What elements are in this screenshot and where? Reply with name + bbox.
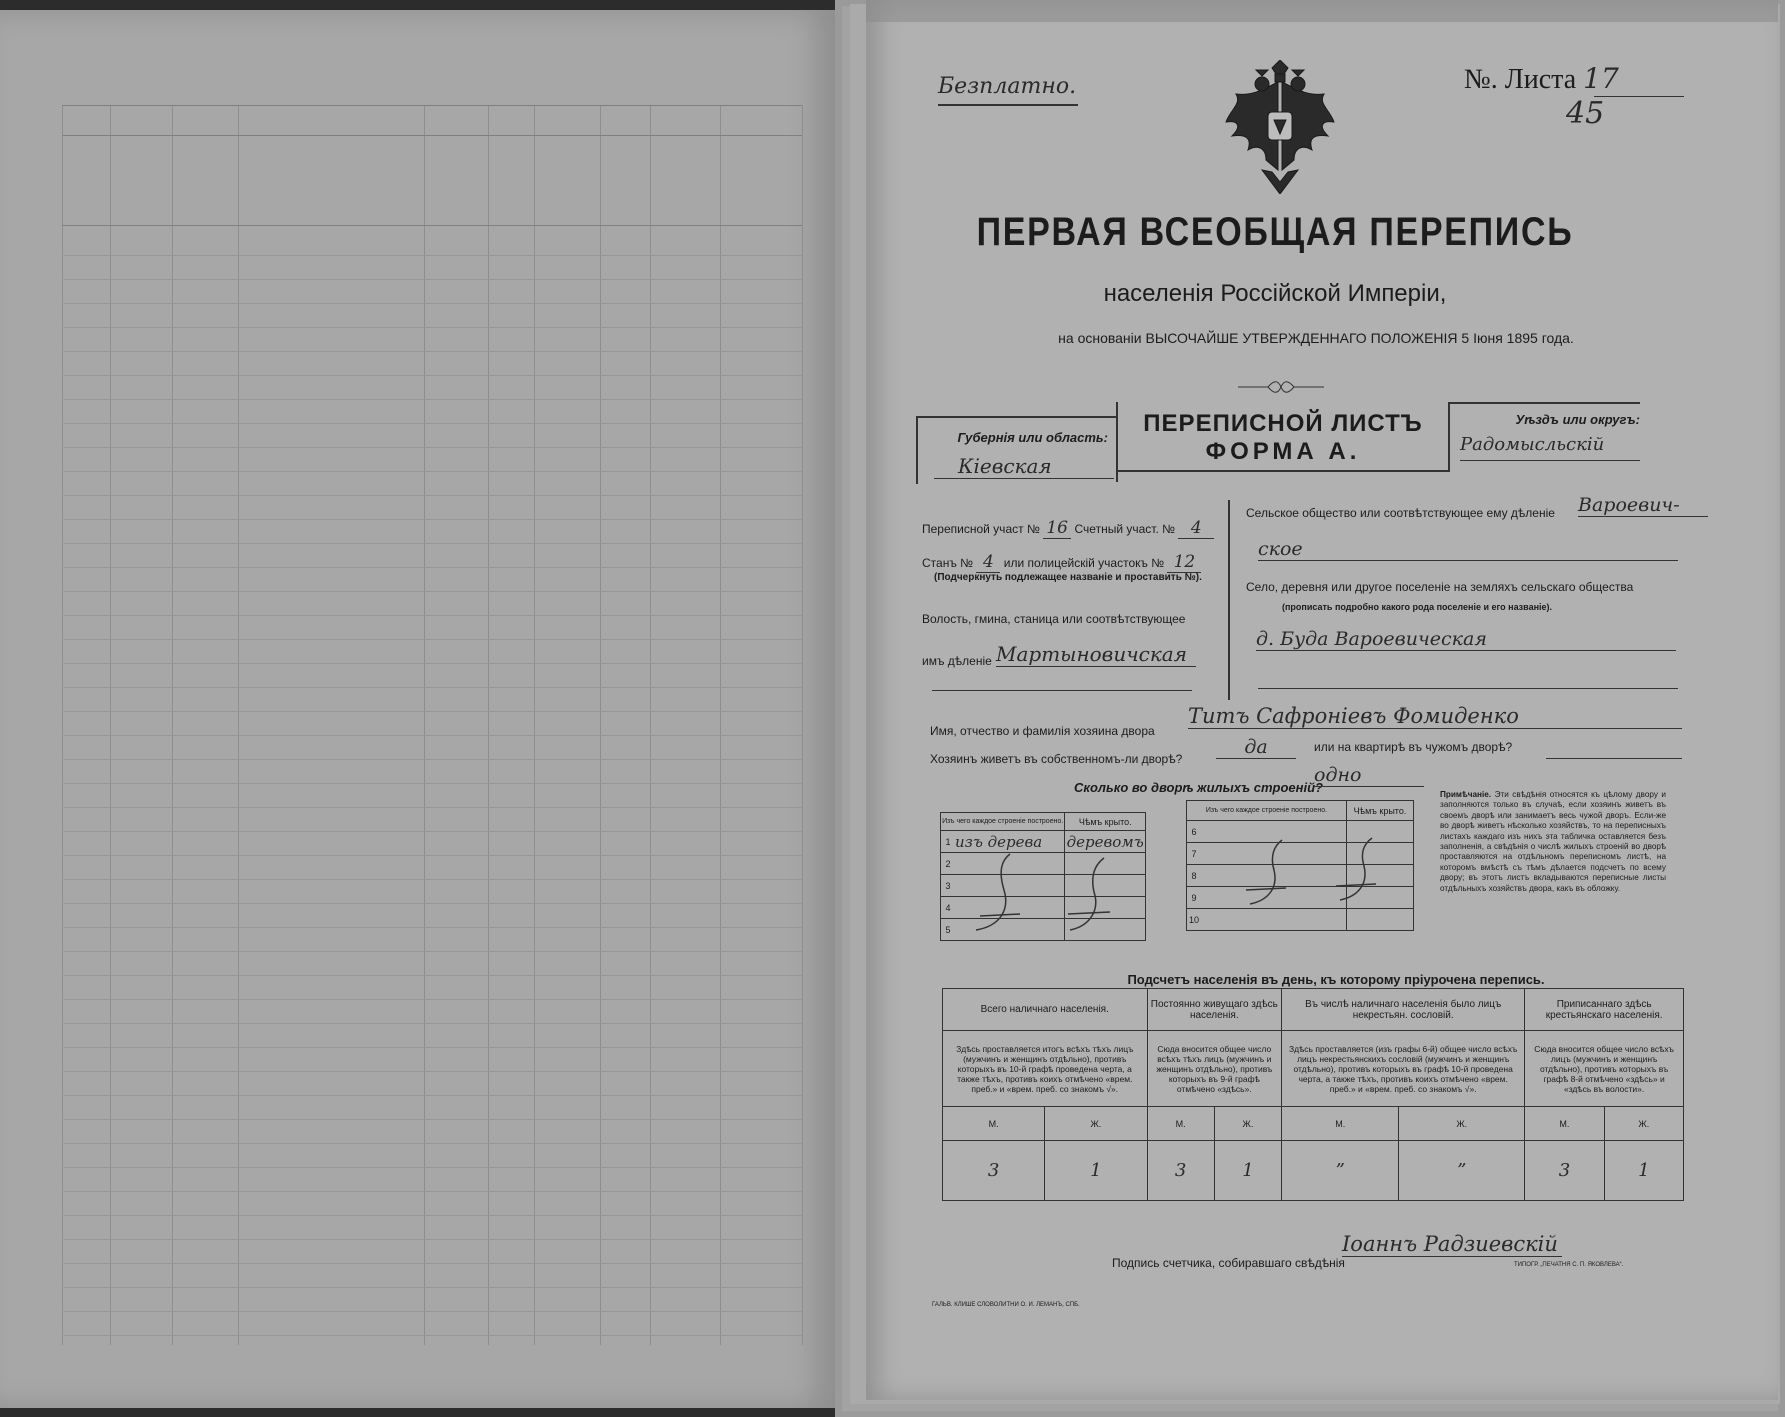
free-label: Безплатно. bbox=[938, 74, 1077, 99]
grid-line bbox=[62, 351, 802, 352]
pop-col-desc: Сюда вносится общее число всѣхъ лицъ (мужчинъ и женщинъ отдѣльно), противъ которыхъ въ графѣ 8-й отмѣчено «здѣсь» и «здѣсь въ волости». bbox=[1525, 1031, 1684, 1107]
grid-line bbox=[62, 1095, 802, 1096]
grid-line bbox=[62, 1143, 802, 1144]
form-letter: ФОРМА А. bbox=[1205, 438, 1361, 465]
pop-value-male: 3 bbox=[1147, 1141, 1214, 1201]
uezd-underline bbox=[1460, 460, 1640, 461]
grid-line bbox=[62, 543, 802, 544]
grid-line bbox=[62, 975, 802, 976]
row-number: 7 bbox=[1187, 843, 1202, 865]
census-basis: на основаніи ВЫСОЧАЙШЕ УТВЕРЖДЕННАГО ПОЛОЖЕНІЯ 5 Іюня 1895 года. bbox=[1058, 330, 1574, 346]
grid-line bbox=[62, 591, 802, 592]
pop-value-female: 1 bbox=[1604, 1141, 1683, 1201]
population-heading: Подсчетъ населенія въ день, къ которому пріурочена перепись. bbox=[1127, 972, 1545, 987]
grid-line bbox=[62, 855, 802, 856]
pop-col-desc: Здѣсь проставляется (изъ графы 6-й) общее число всѣхъ лицъ некрестьянскихъ сословій (мужчинъ и женщинъ отдѣльно), противъ которыхъ въ графѣ 10-й проведена черта, а также тѣхъ, противъ коихъ отмѣчено «врем. преб.» и «врем. преб. со знакомъ √». bbox=[1282, 1031, 1525, 1107]
grid-line bbox=[62, 951, 802, 952]
ornament-divider bbox=[1238, 380, 1324, 394]
grid-line bbox=[62, 255, 802, 256]
row-number: 6 bbox=[1187, 821, 1202, 843]
own-yard-value: да bbox=[1216, 736, 1296, 759]
grid-line bbox=[62, 495, 802, 496]
grid-line bbox=[62, 279, 802, 280]
signature-value: Іоаннъ Радзиевскій bbox=[1342, 1232, 1562, 1257]
census-subtitle: населенія Россійской Имперіи, bbox=[1103, 280, 1447, 307]
form-title: ПЕРЕПИСНОЙ ЛИСТЪ bbox=[1143, 410, 1423, 437]
note-text: Эти свѣдѣнія относятся къ цѣлому двору и заполняются только въ случаѣ, если хозяинъ живетъ въ своемъ дворѣ или занимаетъ весь чужой дворъ. Если-же во дворѣ живетъ нѣсколько хозяйствъ, то на переписныхъ листахъ каждаго изъ нихъ эта табличка оставляется безъ заполненія, а свѣдѣнія о числѣ жилыхъ строеній во дворѣ проставляются на отдѣльномъ переписномъ листѣ, на которомъ вмѣстѣ съ тѣмъ дѣлается подсчетъ по всему двору; въ этотъ листъ вкладываются переписные листы отдѣльныхъ хозяйствъ двора, какъ въ обложку. bbox=[1440, 790, 1666, 893]
printer-left: ГАЛЬВ. КЛИШЕ СЛОВОЛИТНИ О. И. ЛЕМАНЪ, СПБ. bbox=[932, 1302, 1080, 1308]
police-value: 12 bbox=[1167, 552, 1201, 573]
pop-value-male: 3 bbox=[943, 1141, 1045, 1201]
uezd-label: Уѣздъ или округъ: bbox=[1515, 412, 1640, 427]
pop-col-desc: Сюда вносится общее число всѣхъ тѣхъ лицъ (мужчинъ и женщинъ отдѣльно), противъ которыхъ въ 9-й графѣ отмѣчено «здѣсь». bbox=[1147, 1031, 1282, 1107]
row-number: 4 bbox=[941, 897, 956, 919]
police-label: или полицейскій участокъ № bbox=[1003, 556, 1165, 570]
uezd-box bbox=[1450, 402, 1640, 464]
grid-line bbox=[62, 879, 802, 880]
empty-cell-marks bbox=[940, 830, 1420, 950]
left-page bbox=[0, 10, 838, 1408]
selo-underline-2 bbox=[1258, 688, 1678, 689]
pop-col-title: Приписаннаго здѣсь крестьянскаго населенія. bbox=[1525, 989, 1684, 1031]
printer-right: ТИПОГР. „ПЕЧАТНЯ С. П. ЯКОВЛЕВА“. bbox=[1514, 1262, 1624, 1268]
perepis-uch-label: Переписной участ № bbox=[922, 522, 1040, 536]
grid-line bbox=[62, 1023, 802, 1024]
page-edge bbox=[866, 0, 1778, 22]
sheet-number bbox=[1464, 62, 1619, 96]
stan-value: 4 bbox=[976, 552, 1000, 573]
grid-line bbox=[62, 783, 802, 784]
volost-underline-2 bbox=[932, 690, 1192, 691]
grid-line bbox=[62, 1047, 802, 1048]
schetny-uch-label: Счетный участ. № bbox=[1074, 522, 1175, 536]
owner-label: Имя, отчество и фамилія хозяина двора bbox=[930, 724, 1155, 738]
selo-note: (прописать подробно какого рода поселеніе и его названіе). bbox=[1282, 602, 1553, 612]
signature-label: Подпись счетчика, собиравшаго свѣдѣнія bbox=[1112, 1256, 1345, 1270]
grid-line bbox=[62, 1335, 802, 1336]
roof-header: Чѣмъ крыто. bbox=[1346, 801, 1413, 821]
row-number: 2 bbox=[941, 853, 956, 875]
sheet-number-extra: 45 bbox=[1566, 96, 1605, 131]
pop-col-desc: Здѣсь проставляется итогъ всѣхъ тѣхъ лицъ (мужчинъ и женщинъ отдѣльно), противъ которыхъ въ 10-й графѣ проведена черта, а также тѣхъ, противъ коихъ отмѣчено «врем. преб.» и «врем. преб. со знакомъ √». bbox=[943, 1031, 1148, 1107]
row1-material: изъ дерева bbox=[955, 831, 1065, 853]
grid-line bbox=[62, 615, 802, 616]
grid-line bbox=[62, 999, 802, 1000]
stan-label: Станъ № bbox=[922, 556, 974, 570]
owner-value: Титъ Сафроніевъ Фомиденко bbox=[1188, 704, 1682, 729]
perepis-uch-value: 16 bbox=[1043, 518, 1071, 539]
schetny-uch-value: 4 bbox=[1178, 518, 1214, 539]
pop-value-female: ” bbox=[1399, 1141, 1525, 1201]
volost-value: Мартыновичская bbox=[996, 642, 1196, 667]
grid-line bbox=[534, 105, 535, 1345]
male-label: М. bbox=[1147, 1107, 1214, 1141]
census-form-page bbox=[866, 0, 1778, 1400]
grid-line bbox=[62, 399, 802, 400]
stan-line bbox=[922, 552, 1201, 573]
pop-value-female: 1 bbox=[1045, 1141, 1147, 1201]
row-number: 10 bbox=[1187, 909, 1202, 931]
own-yard-label: Хозяинъ живетъ въ собственномъ-ли дворѣ? bbox=[930, 752, 1183, 766]
row-number: 1 bbox=[941, 831, 956, 853]
grid-line bbox=[62, 519, 802, 520]
female-label: Ж. bbox=[1604, 1107, 1683, 1141]
form-a-title bbox=[1118, 410, 1448, 466]
volost-label-2: имъ дѣленіе bbox=[922, 654, 992, 668]
pop-value-female: 1 bbox=[1214, 1141, 1281, 1201]
grid-line bbox=[650, 105, 651, 1345]
row-number: 8 bbox=[1187, 865, 1202, 887]
grid-line bbox=[62, 1191, 802, 1192]
sheet-number-value: 17 bbox=[1583, 62, 1619, 95]
selskoe-value-2: ское bbox=[1258, 538, 1678, 561]
grid-line bbox=[62, 831, 802, 832]
grid-line bbox=[802, 105, 803, 1345]
pop-col-title: Постоянно живущаго здѣсь населенія. bbox=[1147, 989, 1282, 1031]
census-main-title: ПЕРВАЯ ВСЕОБЩАЯ ПЕРЕПИСЬ bbox=[976, 210, 1574, 254]
other-yard-label: или на квартирѣ въ чужомъ дворѣ? bbox=[1314, 740, 1513, 754]
grid-line bbox=[62, 225, 802, 226]
grid-line bbox=[62, 327, 802, 328]
grid-line bbox=[62, 1263, 802, 1264]
grid-line bbox=[62, 927, 802, 928]
grid-line bbox=[62, 663, 802, 664]
row-number: 9 bbox=[1187, 887, 1202, 909]
grid-line bbox=[62, 711, 802, 712]
grid-line bbox=[62, 105, 802, 106]
female-label: Ж. bbox=[1045, 1107, 1147, 1141]
grid-line bbox=[62, 1167, 802, 1168]
perepis-uchastok-line bbox=[922, 518, 1214, 539]
grid-line bbox=[62, 423, 802, 424]
pop-col-title: Въ числѣ наличнаго населенія было лицъ некрестьян. сословій. bbox=[1282, 989, 1525, 1031]
roof-header: Чѣмъ крыто. bbox=[1065, 813, 1146, 831]
grid-line bbox=[62, 1287, 802, 1288]
note-title: Примѣчаніе. bbox=[1440, 790, 1492, 799]
column-divider bbox=[1228, 500, 1230, 700]
underline-note: (Подчеркнуть подлежащее названіе и проставить №). bbox=[934, 572, 1202, 583]
grid-line bbox=[62, 639, 802, 640]
divider bbox=[1118, 470, 1448, 472]
grid-line bbox=[62, 1071, 802, 1072]
row-number: 5 bbox=[941, 919, 956, 941]
sheet-number-underline bbox=[1594, 96, 1684, 97]
grid-line bbox=[62, 735, 802, 736]
row-number: 3 bbox=[941, 875, 956, 897]
grid-line bbox=[238, 105, 239, 1345]
grid-line bbox=[62, 1311, 802, 1312]
selskoe-value: Вароевич- bbox=[1578, 494, 1708, 517]
gubernia-box bbox=[916, 416, 1118, 484]
grid-line bbox=[62, 1215, 802, 1216]
grid-line bbox=[62, 447, 802, 448]
grid-line bbox=[62, 471, 802, 472]
grid-line bbox=[110, 105, 111, 1345]
grid-line bbox=[62, 687, 802, 688]
pop-value-male: ” bbox=[1282, 1141, 1399, 1201]
grid-line bbox=[62, 759, 802, 760]
pop-col-title: Всего наличнаго населенія. bbox=[943, 989, 1148, 1031]
other-yard-underline bbox=[1546, 758, 1682, 759]
left-page-grid bbox=[62, 105, 802, 1345]
grid-line bbox=[720, 105, 721, 1345]
female-label: Ж. bbox=[1399, 1107, 1525, 1141]
material-header: Изъ чего каждое строеніе построено. bbox=[941, 813, 1065, 831]
grid-line bbox=[488, 105, 489, 1345]
grid-line bbox=[62, 807, 802, 808]
sheet-number-label: №. Листа bbox=[1464, 64, 1577, 95]
male-label: М. bbox=[1525, 1107, 1604, 1141]
female-label: Ж. bbox=[1214, 1107, 1281, 1141]
volost-label: Волость, гмина, станица или соотвѣтствующее bbox=[922, 612, 1186, 626]
pop-value-male: 3 bbox=[1525, 1141, 1604, 1201]
grid-line bbox=[62, 1239, 802, 1240]
gubernia-label: Губернія или область: bbox=[957, 430, 1108, 445]
grid-line bbox=[62, 105, 63, 1345]
grid-line bbox=[62, 303, 802, 304]
grid-line bbox=[62, 1119, 802, 1120]
uezd-value: Радомысльскій bbox=[1460, 434, 1605, 455]
gubernia-value: Кіевская bbox=[958, 454, 1052, 478]
grid-line bbox=[424, 105, 425, 1345]
material-header: Изъ чего каждое строеніе построено. bbox=[1187, 801, 1347, 821]
buildings-value: одно bbox=[1314, 764, 1424, 787]
grid-line bbox=[172, 105, 173, 1345]
free-label-underline bbox=[938, 104, 1078, 106]
row1-roof: деревомъ bbox=[1066, 832, 1144, 851]
grid-line bbox=[62, 375, 802, 376]
buildings-label: Сколько во дворѣ жилыхъ строеній? bbox=[1074, 780, 1323, 795]
selskoe-label: Сельское общество или соотвѣтствующее ему дѣленіе bbox=[1246, 506, 1555, 520]
male-label: М. bbox=[1282, 1107, 1399, 1141]
population-table bbox=[942, 988, 1684, 1201]
note bbox=[1440, 790, 1666, 894]
male-label: М. bbox=[943, 1107, 1045, 1141]
grid-line bbox=[600, 105, 601, 1345]
grid-line bbox=[62, 567, 802, 568]
selo-label: Село, деревня или другое поселеніе на земляхъ сельскаго общества bbox=[1246, 580, 1634, 594]
imperial-eagle-emblem bbox=[1222, 60, 1338, 194]
grid-line bbox=[62, 903, 802, 904]
selo-value: д. Буда Вароевическая bbox=[1256, 628, 1676, 651]
grid-line bbox=[62, 135, 802, 136]
gubernia-underline bbox=[934, 478, 1114, 479]
